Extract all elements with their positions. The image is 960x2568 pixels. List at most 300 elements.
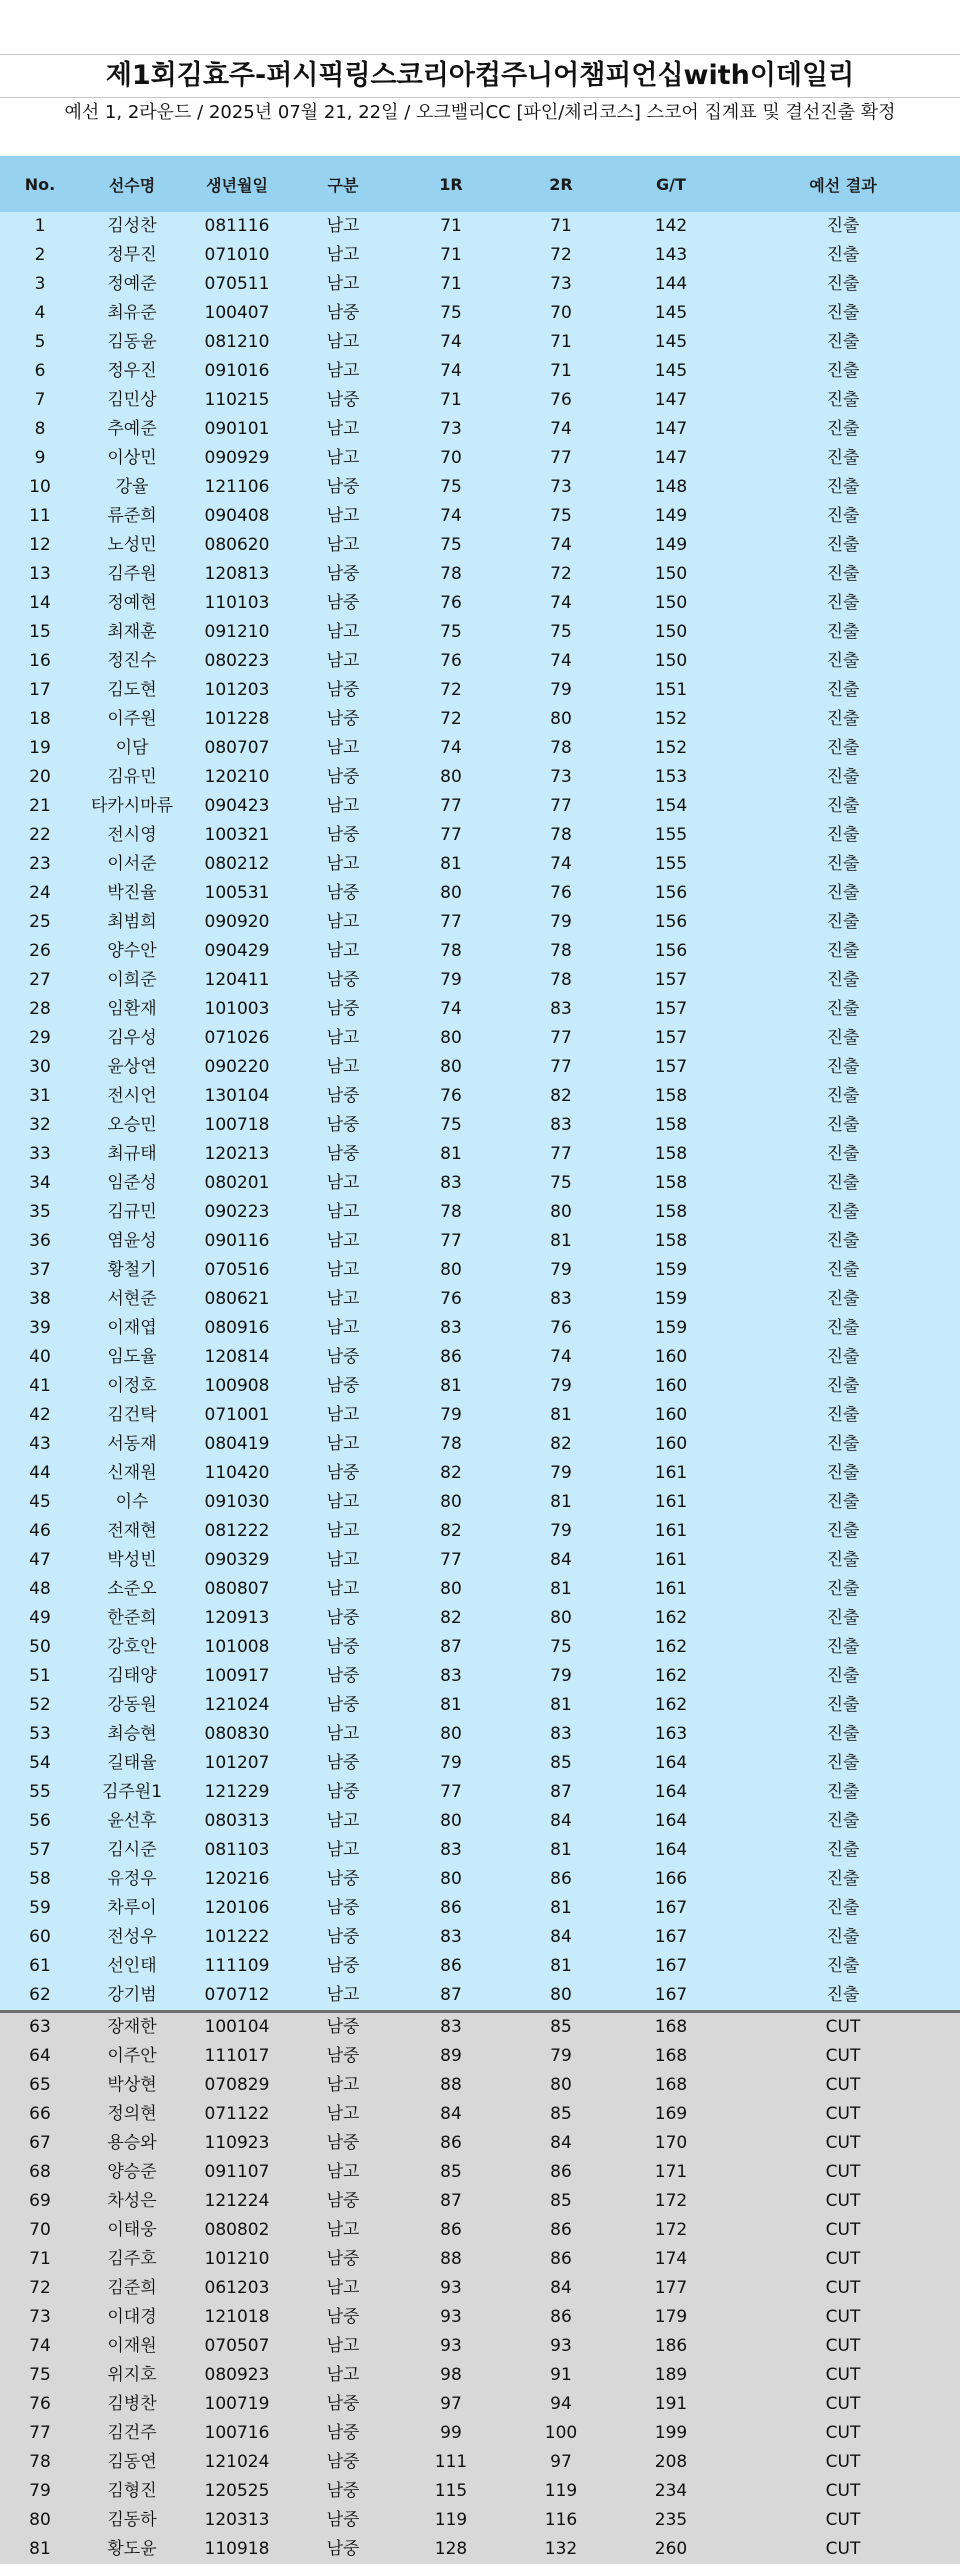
cell-birthdate: 120814 xyxy=(204,1347,270,1367)
cell-round1: 83 xyxy=(440,1173,462,1193)
cell-total: 159 xyxy=(654,1260,688,1280)
table-row xyxy=(0,357,960,386)
cell-result: CUT xyxy=(825,2423,861,2443)
cell-name: 정우진 xyxy=(107,361,157,381)
cell-birthdate: 081210 xyxy=(204,332,270,352)
cell-no: 26 xyxy=(29,941,51,961)
cell-round1: 80 xyxy=(440,1579,462,1599)
cell-total: 147 xyxy=(654,419,688,439)
cell-division: 남고 xyxy=(326,1260,360,1280)
cell-division: 남중 xyxy=(326,1869,360,1889)
table-row xyxy=(0,1807,960,1836)
cell-division: 남고 xyxy=(326,1028,360,1048)
cell-name: 용승와 xyxy=(107,2133,157,2153)
cell-result: 진출 xyxy=(826,1144,860,1164)
col-header-name: 선수명 xyxy=(108,175,156,195)
cell-name: 차루이 xyxy=(107,1898,157,1918)
cell-name: 김우성 xyxy=(107,1028,157,1048)
cell-birthdate: 121224 xyxy=(204,2191,270,2211)
cell-division: 남중 xyxy=(326,1637,360,1657)
cell-no: 72 xyxy=(29,2278,51,2298)
table-row xyxy=(0,2071,960,2100)
cell-division: 남고 xyxy=(326,2278,360,2298)
cell-no: 41 xyxy=(29,1376,51,1396)
cell-round2: 78 xyxy=(550,970,572,990)
cell-birthdate: 100917 xyxy=(204,1666,270,1686)
table-row xyxy=(0,1691,960,1720)
cell-result: 진출 xyxy=(826,1086,860,1106)
cell-no: 81 xyxy=(29,2539,51,2559)
cell-result: 진출 xyxy=(826,1405,860,1425)
cell-round2: 94 xyxy=(550,2394,572,2414)
cell-total: 186 xyxy=(654,2336,688,2356)
cell-result: CUT xyxy=(825,2452,861,2472)
cell-round1: 80 xyxy=(440,883,462,903)
cell-round1: 77 xyxy=(440,1782,462,1802)
col-header-round2: 2R xyxy=(549,174,573,194)
cell-no: 9 xyxy=(34,448,46,468)
cell-round2: 81 xyxy=(550,1956,572,1976)
cell-division: 남고 xyxy=(326,2162,360,2182)
page-title: 제1회김효주-퍼시픽링스코리아컵주니어챔피언십with이데일리 xyxy=(105,60,855,91)
cell-round1: 87 xyxy=(440,2191,462,2211)
cell-round1: 86 xyxy=(440,1898,462,1918)
cell-name: 전재현 xyxy=(107,1521,157,1541)
cell-name: 최승현 xyxy=(107,1724,157,1744)
cell-round1: 81 xyxy=(440,1144,462,1164)
cell-total: 158 xyxy=(654,1115,688,1135)
cell-round2: 79 xyxy=(550,1463,572,1483)
cell-result: 진출 xyxy=(826,912,860,932)
cell-no: 27 xyxy=(29,970,51,990)
cell-no: 73 xyxy=(29,2307,51,2327)
cell-round1: 115 xyxy=(434,2481,468,2501)
cell-division: 남중 xyxy=(326,709,360,729)
cell-round1: 79 xyxy=(440,1753,462,1773)
table-row xyxy=(0,850,960,879)
cell-round2: 79 xyxy=(550,1666,572,1686)
cell-name: 이태웅 xyxy=(107,2220,157,2240)
table-row xyxy=(0,821,960,850)
table-row xyxy=(0,2042,960,2071)
cell-division: 남고 xyxy=(326,1318,360,1338)
cell-round1: 87 xyxy=(440,1985,462,2005)
cell-result: CUT xyxy=(825,2046,861,2066)
cell-no: 2 xyxy=(34,245,46,265)
cell-total: 142 xyxy=(654,216,688,236)
cell-birthdate: 101222 xyxy=(204,1927,270,1947)
cell-round2: 81 xyxy=(550,1840,572,1860)
cell-total: 161 xyxy=(654,1521,688,1541)
cell-total: 150 xyxy=(654,593,688,613)
cell-division: 남고 xyxy=(326,1231,360,1251)
title-divider xyxy=(0,97,960,98)
cell-no: 10 xyxy=(29,477,51,497)
cell-result: CUT xyxy=(825,2249,861,2269)
cell-division: 남고 xyxy=(326,912,360,932)
cell-round2: 80 xyxy=(550,709,572,729)
cell-result: 진출 xyxy=(826,274,860,294)
cell-result: CUT xyxy=(825,2162,861,2182)
table-row xyxy=(0,2012,960,2043)
cell-name: 황도윤 xyxy=(107,2539,157,2559)
cell-result: 진출 xyxy=(826,1231,860,1251)
cell-name: 길태율 xyxy=(107,1753,157,1773)
table-row xyxy=(0,1140,960,1169)
cell-no: 19 xyxy=(29,738,51,758)
cell-round2: 86 xyxy=(550,2307,572,2327)
cell-no: 39 xyxy=(29,1318,51,1338)
cell-round1: 86 xyxy=(440,2133,462,2153)
cell-round1: 83 xyxy=(440,1666,462,1686)
cell-no: 21 xyxy=(29,796,51,816)
cell-birthdate: 071001 xyxy=(204,1405,270,1425)
cell-no: 74 xyxy=(29,2336,51,2356)
cell-birthdate: 090116 xyxy=(204,1231,270,1251)
table-row xyxy=(0,2245,960,2274)
cell-no: 6 xyxy=(34,361,46,381)
cell-division: 남중 xyxy=(326,2046,360,2066)
cell-birthdate: 070511 xyxy=(204,274,270,294)
cell-round2: 75 xyxy=(550,506,572,526)
cell-result: 진출 xyxy=(826,1115,860,1135)
cell-name: 양승준 xyxy=(107,2162,157,2182)
cell-round2: 80 xyxy=(550,1985,572,2005)
cell-total: 159 xyxy=(654,1289,688,1309)
cell-round2: 77 xyxy=(550,796,572,816)
cell-no: 32 xyxy=(29,1115,51,1135)
cell-total: 149 xyxy=(654,535,688,555)
table-row xyxy=(0,763,960,792)
cell-round2: 85 xyxy=(550,2191,572,2211)
cell-result: 진출 xyxy=(826,1260,860,1280)
cell-name: 임도율 xyxy=(107,1347,157,1367)
cell-division: 남중 xyxy=(326,390,360,410)
cell-round2: 71 xyxy=(550,361,572,381)
cell-round2: 74 xyxy=(550,419,572,439)
cell-birthdate: 090223 xyxy=(204,1202,270,1222)
table-row xyxy=(0,1227,960,1256)
cell-birthdate: 120411 xyxy=(204,970,270,990)
cell-round1: 93 xyxy=(440,2336,462,2356)
cell-division: 남고 xyxy=(326,535,360,555)
cell-division: 남고 xyxy=(326,854,360,874)
cell-no: 50 xyxy=(29,1637,51,1657)
cell-no: 48 xyxy=(29,1579,51,1599)
cell-round2: 74 xyxy=(550,854,572,874)
table-row xyxy=(0,618,960,647)
cell-name: 이희준 xyxy=(107,970,157,990)
cell-round1: 83 xyxy=(440,1927,462,1947)
cell-result: 진출 xyxy=(826,1492,860,1512)
cell-round2: 83 xyxy=(550,1289,572,1309)
cell-round1: 86 xyxy=(440,1347,462,1367)
table-row xyxy=(0,2129,960,2158)
cell-division: 남고 xyxy=(326,1521,360,1541)
cell-result: 진출 xyxy=(826,245,860,265)
cell-total: 177 xyxy=(654,2278,688,2298)
cell-total: 145 xyxy=(654,361,688,381)
cell-result: 진출 xyxy=(826,1956,860,1976)
cell-total: 168 xyxy=(654,2046,688,2066)
cell-name: 이재엽 xyxy=(107,1318,157,1338)
cell-total: 179 xyxy=(654,2307,688,2327)
cell-round2: 84 xyxy=(550,2133,572,2153)
cell-total: 235 xyxy=(654,2510,688,2530)
cell-round1: 119 xyxy=(434,2510,468,2530)
cell-no: 59 xyxy=(29,1898,51,1918)
cell-round2: 93 xyxy=(550,2336,572,2356)
cell-total: 172 xyxy=(654,2220,688,2240)
cell-result: 진출 xyxy=(826,999,860,1019)
cell-division: 남고 xyxy=(326,1492,360,1512)
cell-birthdate: 120525 xyxy=(204,2481,270,2501)
cell-name: 최재훈 xyxy=(107,622,157,642)
cell-name: 염윤성 xyxy=(107,1231,157,1251)
cell-round1: 97 xyxy=(440,2394,462,2414)
table-row xyxy=(0,792,960,821)
cell-result: 진출 xyxy=(826,361,860,381)
cell-division: 남중 xyxy=(326,1347,360,1367)
score-table xyxy=(0,156,960,2564)
cell-round2: 84 xyxy=(550,1550,572,1570)
cell-round1: 85 xyxy=(440,2162,462,2182)
cell-name: 이주안 xyxy=(107,2046,157,2066)
cell-name: 임준성 xyxy=(107,1173,157,1193)
cell-no: 77 xyxy=(29,2423,51,2443)
cell-total: 145 xyxy=(654,332,688,352)
cell-round2: 77 xyxy=(550,1028,572,1048)
cell-division: 남중 xyxy=(326,1927,360,1947)
cell-round1: 71 xyxy=(440,245,462,265)
cell-division: 남고 xyxy=(326,361,360,381)
cell-division: 남중 xyxy=(326,2423,360,2443)
cell-name: 서현준 xyxy=(107,1289,157,1309)
cell-name: 최유준 xyxy=(107,303,157,323)
cell-name: 정의현 xyxy=(107,2104,157,2124)
cell-total: 147 xyxy=(654,448,688,468)
cell-round2: 72 xyxy=(550,245,572,265)
cell-no: 18 xyxy=(29,709,51,729)
cell-no: 4 xyxy=(34,303,46,323)
cell-total: 167 xyxy=(654,1927,688,1947)
cell-round2: 73 xyxy=(550,767,572,787)
cell-total: 152 xyxy=(654,738,688,758)
cell-round2: 86 xyxy=(550,2249,572,2269)
cell-round1: 81 xyxy=(440,1376,462,1396)
cell-birthdate: 080830 xyxy=(204,1724,270,1744)
cell-division: 남중 xyxy=(326,593,360,613)
cell-round1: 76 xyxy=(440,593,462,613)
cell-round2: 75 xyxy=(550,1173,572,1193)
cell-round2: 79 xyxy=(550,680,572,700)
cell-round1: 83 xyxy=(440,1318,462,1338)
cell-total: 154 xyxy=(654,796,688,816)
cell-birthdate: 120210 xyxy=(204,767,270,787)
cell-birthdate: 071122 xyxy=(204,2104,270,2124)
cell-division: 남중 xyxy=(326,1463,360,1483)
cell-name: 류준희 xyxy=(107,506,157,526)
cell-division: 남고 xyxy=(326,796,360,816)
cell-round1: 76 xyxy=(440,1289,462,1309)
cell-round2: 82 xyxy=(550,1086,572,1106)
cell-no: 67 xyxy=(29,2133,51,2153)
cell-division: 남고 xyxy=(326,1173,360,1193)
cell-birthdate: 070829 xyxy=(204,2075,270,2095)
table-row xyxy=(0,1720,960,1749)
cell-birthdate: 061203 xyxy=(204,2278,270,2298)
cell-birthdate: 110420 xyxy=(204,1463,270,1483)
cell-round2: 80 xyxy=(550,2075,572,2095)
cell-no: 78 xyxy=(29,2452,51,2472)
table-row xyxy=(0,299,960,328)
cell-no: 71 xyxy=(29,2249,51,2269)
cell-result: 진출 xyxy=(826,1811,860,1831)
cell-no: 8 xyxy=(34,419,46,439)
cell-birthdate: 100104 xyxy=(184,2012,290,2043)
cell-total: 149 xyxy=(654,506,688,526)
cell-division: 남중 xyxy=(326,1753,360,1773)
cell-birthdate: 101008 xyxy=(204,1637,270,1657)
cell-round2: 73 xyxy=(550,477,572,497)
cell-no: 12 xyxy=(29,535,51,555)
cell-no: 76 xyxy=(29,2394,51,2414)
cell-name: 이재원 xyxy=(107,2336,157,2356)
cell-division: 남고 xyxy=(326,419,360,439)
cell-division: 남고 xyxy=(326,1985,360,2005)
cell-no: 62 xyxy=(29,1985,51,2005)
cell-no: 30 xyxy=(29,1057,51,1077)
cell-birthdate: 090408 xyxy=(204,506,270,526)
cell-name: 김민상 xyxy=(107,390,157,410)
table-row xyxy=(0,1575,960,1604)
cell-birthdate: 071026 xyxy=(204,1028,270,1048)
cell-round1: 72 xyxy=(440,709,462,729)
cell-total: 152 xyxy=(654,709,688,729)
cell-division: 남중 xyxy=(326,2452,360,2472)
cell-round1: 71 xyxy=(440,390,462,410)
cell-total: 166 xyxy=(654,1869,688,1889)
cell-name: 김건주 xyxy=(107,2423,157,2443)
cell-result: CUT xyxy=(825,2365,861,2385)
cell-round1: 88 xyxy=(440,2249,462,2269)
cell-round2: 83 xyxy=(550,999,572,1019)
cell-no: 80 xyxy=(29,2510,51,2530)
cell-division: 남중 xyxy=(326,2510,360,2530)
cell-name: 김규민 xyxy=(107,1202,157,1222)
cell-round1: 80 xyxy=(440,1811,462,1831)
cell-total: 189 xyxy=(654,2365,688,2385)
table-row xyxy=(0,1836,960,1865)
cell-division: 남고 xyxy=(326,245,360,265)
cell-total: 157 xyxy=(654,1057,688,1077)
cell-birthdate: 080923 xyxy=(204,2365,270,2385)
cell-round1: 75 xyxy=(440,535,462,555)
cell-round2: 97 xyxy=(550,2452,572,2472)
cell-birthdate: 100908 xyxy=(204,1376,270,1396)
cell-result: 진출 xyxy=(826,535,860,555)
cell-birthdate: 110215 xyxy=(204,390,270,410)
table-row xyxy=(0,995,960,1024)
cell-no: 42 xyxy=(29,1405,51,1425)
cell-round2: 84 xyxy=(550,2278,572,2298)
cell-division: 남중 xyxy=(326,1898,360,1918)
cell-result: 진출 xyxy=(826,332,860,352)
cell-birthdate: 070516 xyxy=(204,1260,270,1280)
cell-result: 진출 xyxy=(826,1376,860,1396)
table-row xyxy=(0,1430,960,1459)
cell-no: 35 xyxy=(29,1202,51,1222)
cell-result: 진출 xyxy=(826,1057,860,1077)
cell-round2: 80 xyxy=(550,1202,572,1222)
cell-result: 진출 xyxy=(826,477,860,497)
cell-total: 234 xyxy=(654,2481,688,2501)
cell-round2: 100 xyxy=(544,2423,578,2443)
cell-total: 160 xyxy=(654,1405,688,1425)
cell-total: 158 xyxy=(654,1144,688,1164)
cell-round1: 87 xyxy=(440,1637,462,1657)
table-row xyxy=(0,1198,960,1227)
cell-division: 남고 xyxy=(326,1840,360,1860)
table-row xyxy=(0,1111,960,1140)
cell-round2: 85 xyxy=(550,1753,572,1773)
cell-round2: 77 xyxy=(550,1057,572,1077)
cell-round1: 78 xyxy=(440,564,462,584)
cell-round2: 75 xyxy=(550,1637,572,1657)
cell-round1: 72 xyxy=(440,680,462,700)
cell-round2: 87 xyxy=(550,1782,572,1802)
table-row xyxy=(0,1372,960,1401)
cell-round1: 83 xyxy=(440,1840,462,1860)
table-row xyxy=(0,415,960,444)
cell-result: CUT xyxy=(825,2539,861,2559)
cell-birthdate: 081103 xyxy=(204,1840,270,1860)
cell-round1: 93 xyxy=(440,2278,462,2298)
cell-no: 63 xyxy=(0,2012,80,2043)
cell-result: CUT xyxy=(825,2307,861,2327)
cell-name: 타카시마류 xyxy=(90,796,174,816)
cell-name: 오승민 xyxy=(107,1115,157,1135)
cell-total: 163 xyxy=(654,1724,688,1744)
table-row xyxy=(0,1981,960,2012)
cell-round2: 116 xyxy=(544,2510,578,2530)
cell-round1: 74 xyxy=(440,738,462,758)
cell-round2: 74 xyxy=(550,535,572,555)
cell-division: 남고 xyxy=(326,2336,360,2356)
cell-round2: 81 xyxy=(550,1405,572,1425)
cell-total: 167 xyxy=(654,1898,688,1918)
cell-round2: 77 xyxy=(550,448,572,468)
cell-birthdate: 080807 xyxy=(204,1579,270,1599)
cell-division: 남중 xyxy=(326,2249,360,2269)
cell-round2: 71 xyxy=(550,216,572,236)
table-row xyxy=(0,1256,960,1285)
cell-name: 김도현 xyxy=(107,680,157,700)
cell-round2: 85 xyxy=(550,2104,572,2124)
cell-round1: 88 xyxy=(440,2075,462,2095)
cell-name: 김주원 xyxy=(107,564,157,584)
table-row xyxy=(0,1865,960,1894)
cell-no: 11 xyxy=(29,506,51,526)
cell-no: 34 xyxy=(29,1173,51,1193)
cell-total: 161 xyxy=(654,1550,688,1570)
cell-name: 강동원 xyxy=(107,1695,157,1715)
cell-round1: 98 xyxy=(440,2365,462,2385)
cell-result: CUT xyxy=(825,2336,861,2356)
cell-name: 정진수 xyxy=(107,651,157,671)
cell-division: 남고 xyxy=(326,332,360,352)
cell-birthdate: 081222 xyxy=(204,1521,270,1541)
